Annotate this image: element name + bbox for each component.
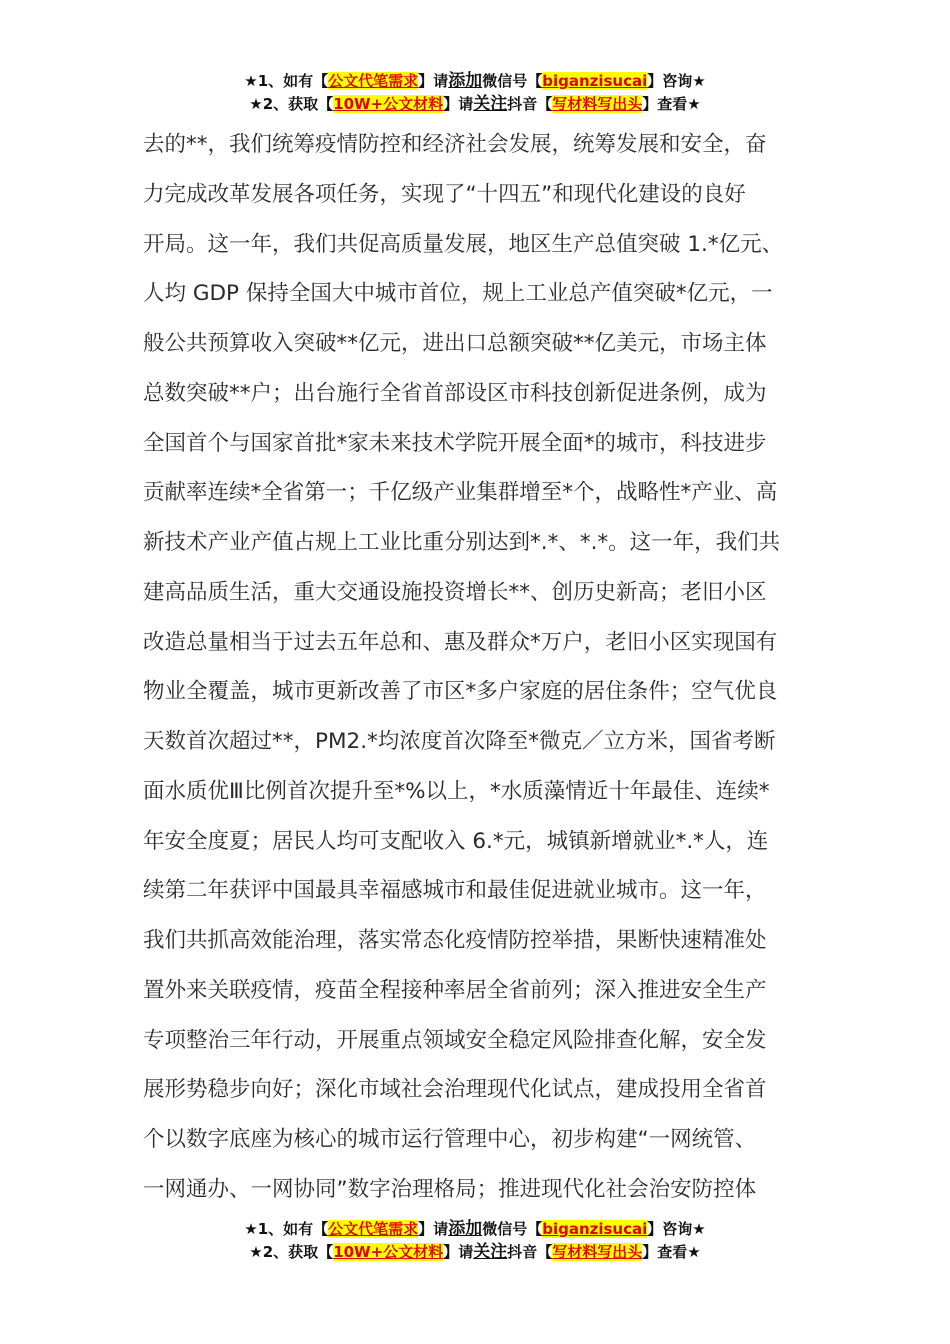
banner-text: ★2、获取【	[249, 1243, 334, 1261]
wechat-id: biganzisucai	[542, 1220, 648, 1238]
text-line: 去的**，我们统筹疫情防控和经济社会发展，统筹发展和安全，奋	[143, 132, 767, 157]
text-line: 开局。这一年，我们共促高质量发展，地区生产总值突破 1.*亿元、	[143, 231, 784, 257]
banner-text: 微信号【	[482, 1220, 543, 1238]
text-line: 物业全覆盖，城市更新改善了市区*多户家庭的居住条件；空气优良	[143, 679, 778, 705]
banner-emphasis: 添加	[448, 1219, 483, 1239]
text-line: 展形势稳步向好；深化市域社会治理现代化试点，建成投用全省首	[143, 1077, 767, 1103]
text-line: 新技术产业产值占规上工业比重分别达到*.*、*.*。这一年，我们共	[143, 530, 781, 555]
banner-emphasis: 关注	[473, 94, 508, 114]
douyin-id: 写材料写出头	[552, 1243, 643, 1261]
text-line: 全国首个与国家首批*家未来技术学院开展全面*的城市，科技进步	[143, 430, 767, 456]
text-line: 专项整治三年行动，开展重点领域安全稳定风险排查化解，安全发	[143, 1027, 767, 1053]
header-banner	[0, 70, 950, 116]
banner-text: 】咨询★	[647, 1220, 706, 1238]
text-line: 我们共抓高效能治理，落实常态化疫情防控举措，果断快速精准处	[143, 928, 767, 953]
banner-text: 抖音【	[507, 95, 553, 113]
banner-text: 】请	[443, 1243, 474, 1261]
footer-banner	[0, 1218, 950, 1264]
banner-line-1	[0, 70, 950, 93]
banner-text: ★2、获取【	[249, 95, 334, 113]
banner-text: 】请	[418, 1220, 449, 1238]
text-line: 年安全度夏；居民人均可支配收入 6.*元，城镇新增就业*.*人，连	[143, 828, 769, 854]
wechat-id: biganzisucai	[542, 72, 648, 90]
banner-highlight: 公文代笔需求	[328, 72, 419, 90]
banner-text: ★1、如有【	[244, 72, 329, 90]
banner-text: 抖音【	[507, 1243, 553, 1261]
banner-line-2	[0, 1241, 950, 1264]
banner-line-1	[0, 1218, 950, 1241]
banner-text: ★1、如有【	[244, 1220, 329, 1238]
text-line: 力完成改革发展各项任务，实现了“十四五”和现代化建设的良好	[143, 181, 746, 207]
text-line: 般公共预算收入突破**亿元，进出口总额突破**亿美元，市场主体	[143, 331, 767, 356]
text-line: 续第二年获评中国最具幸福感城市和最佳促进就业城市。这一年，	[143, 878, 767, 904]
banner-highlight: 公文代笔需求	[328, 1220, 419, 1238]
banner-highlight: 10W+公文材料	[333, 1243, 444, 1261]
banner-text: 】查看★	[642, 95, 701, 113]
text-line: 建高品质生活，重大交通设施投资增长**、创历史新高；老旧小区	[143, 579, 767, 605]
text-line: 人均 GDP 保持全国大中城市首位，规上工业总产值突破*亿元，一	[143, 281, 773, 307]
douyin-id: 写材料写出头	[552, 95, 643, 113]
text-line: 面水质优Ⅲ比例首次提升至*%以上，*水质藻情近十年最佳、连续*	[143, 778, 770, 804]
text-line: 贡献率连续*全省第一；千亿级产业集群增至*个，战略性*产业、高	[143, 480, 778, 506]
text-line: 改造总量相当于过去五年总和、惠及群众*万户，老旧小区实现国有	[143, 629, 778, 655]
banner-text: 】请	[418, 72, 449, 90]
banner-emphasis: 关注	[473, 1242, 508, 1262]
text-line: 置外来关联疫情，疫苗全程接种率居全省前列；深入推进安全生产	[143, 977, 767, 1003]
text-line: 一网通办、一网协同”数字治理格局；推进现代化社会治安防控体	[143, 1176, 757, 1202]
banner-line-2	[0, 93, 950, 116]
text-line: 个以数字底座为核心的城市运行管理中心，初步构建“一网统管、	[143, 1127, 757, 1152]
text-line: 总数突破**户；出台施行全省首部设区市科技创新促进条例，成为	[143, 380, 767, 406]
document-body	[143, 128, 823, 1223]
banner-highlight: 10W+公文材料	[333, 95, 444, 113]
banner-text: 】请	[443, 95, 474, 113]
banner-text: 】咨询★	[647, 72, 706, 90]
text-line: 天数首次超过**，PM2.*均浓度首次降至*微克／立方米，国省考断	[143, 729, 776, 754]
banner-text: 微信号【	[482, 72, 543, 90]
banner-text: 】查看★	[642, 1243, 701, 1261]
banner-emphasis: 添加	[448, 71, 483, 91]
